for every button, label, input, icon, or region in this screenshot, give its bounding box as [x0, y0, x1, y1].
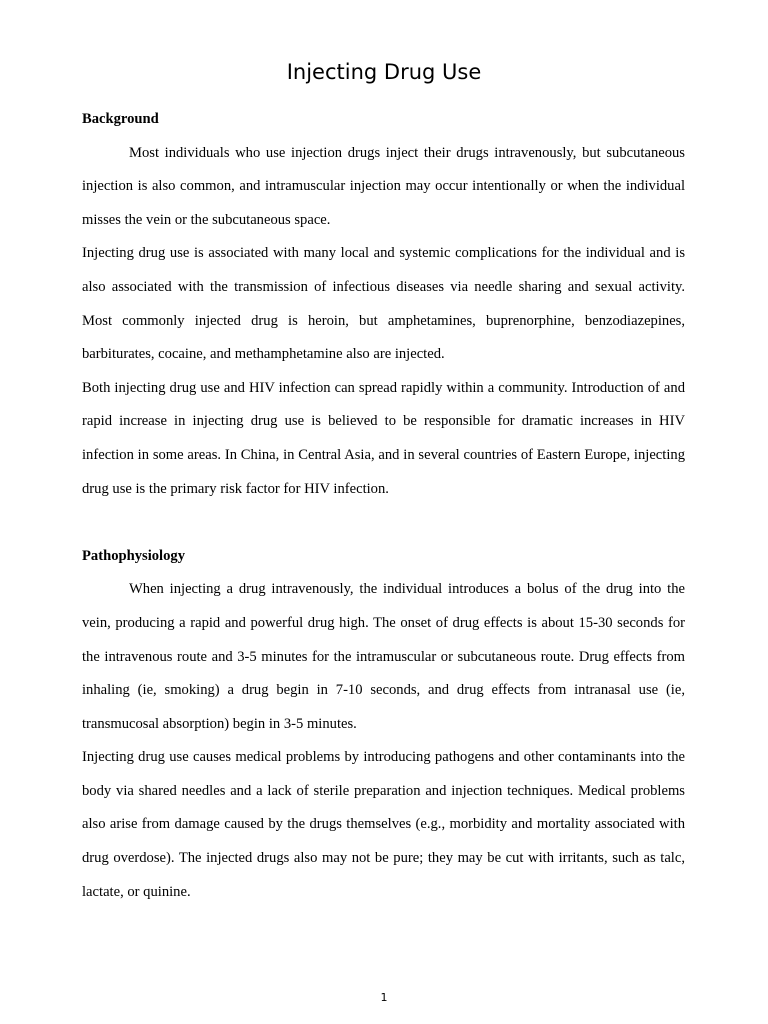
- document-title: Injecting Drug Use: [286, 60, 482, 84]
- paragraph: Injecting drug use is associated with many local and systemic complications for the individual and is also associated with the transmission of infectious diseases via needle sharing and sexual activity. Most commonly injected drug is heroin, but amphetamines, buprenorphine, benzodiazepines, barbiturates, cocaine, and methamphetamine also are injected.: [82, 245, 685, 363]
- document-body: [82, 103, 685, 909]
- page-number: 1: [380, 991, 388, 1004]
- section-spacer: [82, 506, 685, 540]
- paragraph: Most individuals who use injection drugs inject their drugs intravenously, but subcutaneous injection is also common, and intramuscular injection may occur intentionally or when the individual misses the vein or the subcutaneous space.: [82, 144, 685, 228]
- section-pathophysiology: [82, 540, 685, 910]
- paragraph: Injecting drug use causes medical problems by introducing pathogens and other contaminants into the body via shared needles and a lack of sterile preparation and injection techniques. Medical problems also arise from damage caused by the drugs themselves (e.g., morbidity and mortality associated with drug overdose). The injected drugs also may not be pure; they may be cut with irritants, such as talc, lactate, or quinine.: [82, 749, 685, 900]
- section-background: [82, 103, 685, 506]
- paragraph: When injecting a drug intravenously, the individual introduces a bolus of the drug into the vein, producing a rapid and powerful drug high. The onset of drug effects is about 15-30 seconds for the intravenous route and 3-5 minutes for the intramuscular or subcutaneous route. Drug effects from inhaling (ie, smoking) a drug begin in 7-10 seconds, and drug effects from intranasal use (ie, transmucosal absorption) begin in 3-5 minutes.: [82, 581, 685, 732]
- paragraph: Both injecting drug use and HIV infection can spread rapidly within a community. Introduction of and rapid increase in injecting drug use is believed to be responsible for dramatic increases in HIV infection in some areas. In China, in Central Asia, and in several countries of Eastern Europe, injecting drug use is the primary risk factor for HIV infection.: [82, 379, 685, 497]
- section-heading-pathophysiology: Pathophysiology: [82, 547, 185, 564]
- section-heading-background: Background: [82, 111, 159, 127]
